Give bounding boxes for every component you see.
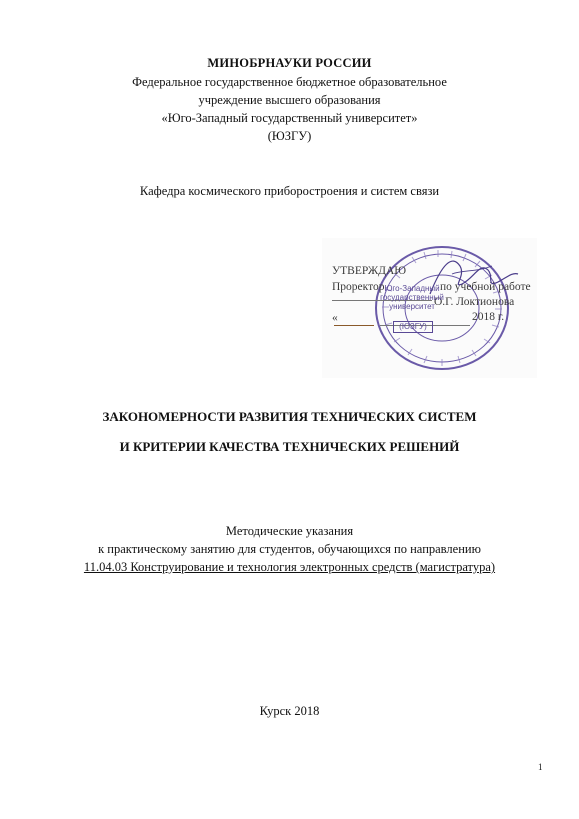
page-number: 1 xyxy=(538,762,543,772)
document-title-line-2: И КРИТЕРИИ КАЧЕСТВА ТЕХНИЧЕСКИХ РЕШЕНИЙ xyxy=(119,439,460,454)
stamp-text-line-2: государственный xyxy=(380,293,444,302)
stamp-text-line-1: Юго-Западный xyxy=(384,284,440,293)
date-day-underline xyxy=(334,325,374,326)
ministry-name: МИНОБРНАУКИ РОССИИ xyxy=(207,56,372,70)
approval-label: УТВЕРЖДАЮ xyxy=(332,265,407,277)
university-name: «Юго-Западный государственный университет» xyxy=(161,111,418,125)
approval-block xyxy=(322,238,537,378)
city-year: Курск 2018 xyxy=(259,704,320,718)
approval-date-year: 2018 г. xyxy=(472,311,505,323)
document-type: Методические указания xyxy=(225,524,354,538)
institution-line-1: Федеральное государственное бюджетное образовательное xyxy=(132,75,447,89)
approval-position-right: по учебной работе xyxy=(440,281,531,293)
department-name: Кафедра космического приборостроения и систем связи xyxy=(139,184,440,198)
stamp-abbreviation-box: (ЮЗГУ) xyxy=(393,321,433,333)
document-title-line-1: ЗАКОНОМЕРНОСТИ РАЗВИТИЯ ТЕХНИЧЕСКИХ СИСТЕМ xyxy=(102,409,477,424)
program-direction-text: 11.04.03 Конструирование и технология электронных средств (магистратура) xyxy=(83,560,496,574)
stamp-text-line-3: университет xyxy=(389,302,435,311)
approval-position-left: Проректор xyxy=(332,281,385,293)
institution-line-2: учреждение высшего образования xyxy=(198,93,381,107)
program-direction xyxy=(0,559,579,575)
document-purpose: к практическому занятию для студентов, обучающихся по направлению xyxy=(98,542,481,556)
handwritten-signature xyxy=(422,244,522,304)
approver-name: О.Г. Локтионова xyxy=(434,296,515,308)
approval-date-quote: « xyxy=(332,312,338,324)
university-abbreviation: (ЮЗГУ) xyxy=(267,129,312,143)
